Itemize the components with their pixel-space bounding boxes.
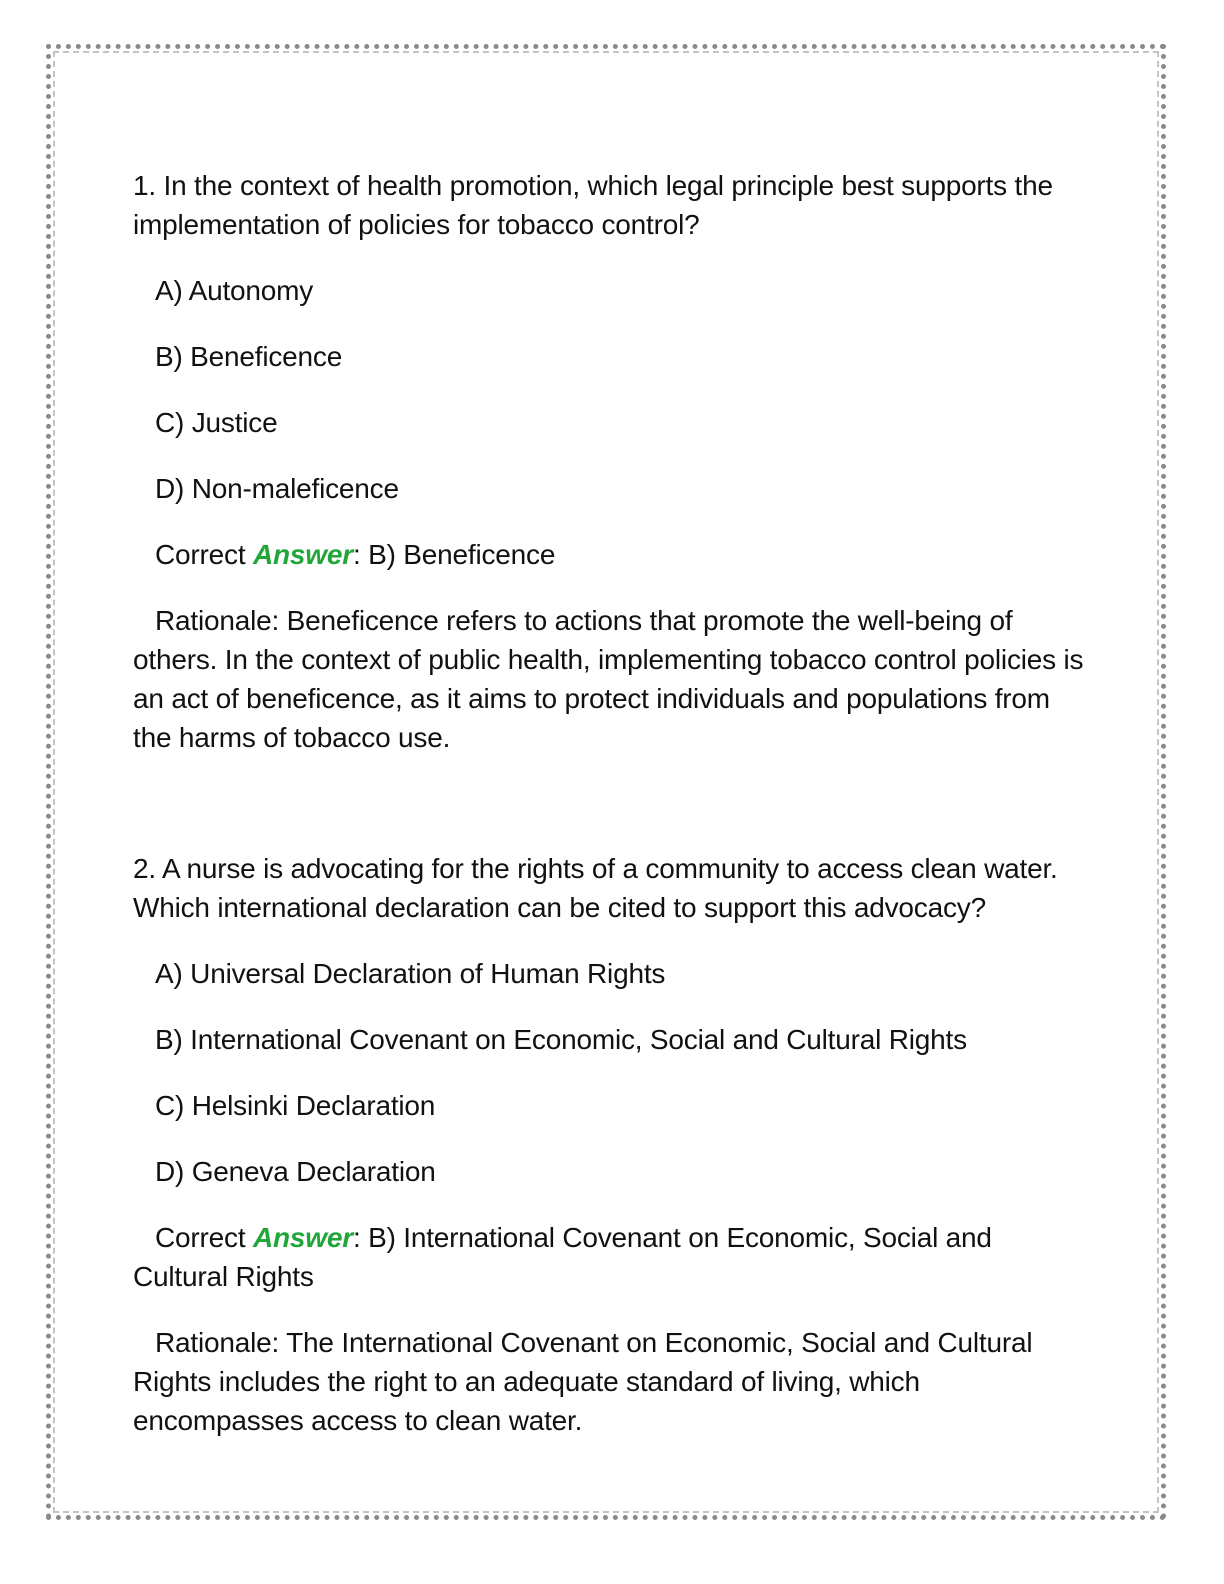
- question-stem: 1. In the context of health promotion, which legal principle best supports the implementation of policies for tobacco control?: [133, 170, 1053, 240]
- answer-keyword: Answer: [252, 1222, 353, 1253]
- option-d: D) Non-maleficence: [155, 473, 399, 504]
- option-d: D) Geneva Declaration: [155, 1156, 436, 1187]
- option-b: B) Beneficence: [155, 341, 343, 372]
- answer-prefix: Correct: [155, 539, 253, 570]
- option-c: C) Justice: [155, 407, 278, 438]
- correct-answer: [133, 1218, 1093, 1296]
- option-a: A) Universal Declaration of Human Rights: [155, 958, 666, 989]
- option-b: B) International Covenant on Economic, Social and Cultural Rights: [155, 1024, 967, 1055]
- correct-answer: [133, 535, 1093, 574]
- answer-prefix: Correct: [155, 1222, 253, 1253]
- answer-text: : B) Beneficence: [352, 539, 556, 570]
- rationale: Rationale: Beneficence refers to actions that promote the well-being of others. In the context of public health, implementing tobacco control policies is an act of beneficence, as it aims to protect individuals and populations from the harms of tobacco use.: [133, 605, 1084, 753]
- answer-keyword: Answer: [252, 539, 353, 570]
- option-a: A) Autonomy: [155, 275, 314, 306]
- rationale: Rationale: The International Covenant on Economic, Social and Cultural Rights includes the right to an adequate standard of living, which encompasses access to clean water.: [133, 1327, 1033, 1436]
- question-2: [133, 849, 1093, 1440]
- document-content: [133, 166, 1093, 1440]
- question-1: [133, 166, 1093, 757]
- option-c: C) Helsinki Declaration: [155, 1090, 436, 1121]
- question-stem: 2. A nurse is advocating for the rights of a community to access clean water. Which international declaration can be cited to support this advocacy?: [133, 853, 1058, 923]
- answer-text: : B) International Covenant on Economic, Social and Cultural Rights: [133, 1222, 992, 1292]
